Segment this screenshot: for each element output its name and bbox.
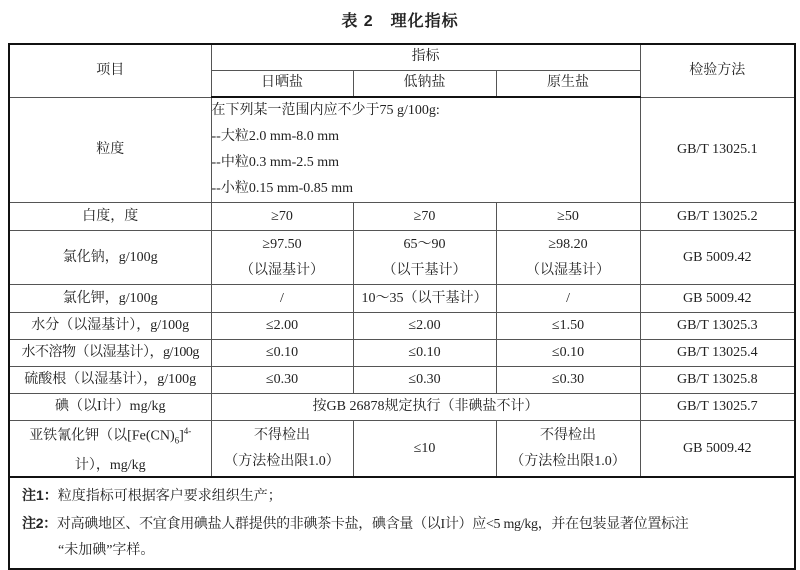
item-name	[9, 421, 211, 478]
header-type: 低钠盐	[353, 70, 496, 97]
value-cell: ≤2.00	[353, 313, 496, 340]
method: GB 5009.42	[640, 231, 795, 285]
value: 65～90	[403, 236, 446, 252]
name-part: 亚铁氰化钾（以[Fe(CN)	[29, 428, 175, 444]
table-row	[9, 313, 795, 340]
value-cell	[211, 421, 353, 478]
value-cell: 按GB 26878规定执行（非碘盐不计）	[211, 394, 640, 421]
value-cell	[211, 231, 353, 285]
header-indicator: 指标	[211, 44, 640, 70]
value-cell: ≤1.50	[496, 313, 640, 340]
value-cell: ≥70	[211, 203, 353, 231]
note-2	[22, 510, 794, 538]
name-part: ]	[179, 428, 184, 444]
table-title: 表 2 理化指标	[341, 13, 459, 30]
table-row	[9, 340, 795, 367]
notes	[9, 477, 795, 569]
note-text-continued: “未加碘”字样。	[58, 543, 155, 559]
item-name: 碘（以I计）mg/kg	[9, 394, 211, 421]
value-cell: ≤0.30	[353, 367, 496, 394]
note-label: 注2：	[22, 515, 57, 532]
value-basis: （以干基计）	[382, 262, 467, 278]
item-name: 氯化钠，g/100g	[9, 231, 211, 285]
item-name: 水分（以湿基计），g/100g	[9, 313, 211, 340]
spec-line: 在下列某一范围内应不少于75 g/100g:	[211, 103, 440, 118]
subscript: 6	[174, 435, 180, 446]
spec-line: --小粒0.15 mm-0.85 mm	[211, 181, 354, 196]
value: ≥98.20	[548, 236, 588, 252]
header-type: 原生盐	[496, 70, 640, 97]
method: GB/T 13025.3	[640, 313, 795, 340]
item-name: 水不溶物（以湿基计），g/100g	[9, 340, 211, 367]
value-cell: ≥70	[353, 203, 496, 231]
item-name: 氯化钾，g/100g	[9, 285, 211, 313]
granularity-spec	[211, 97, 640, 203]
item-name: 硫酸根（以湿基计），g/100g	[9, 367, 211, 394]
value-cell: ≤0.30	[496, 367, 640, 394]
value-cell: ≤2.00	[211, 313, 353, 340]
spec-line: --中粒0.3 mm-2.5 mm	[211, 155, 340, 170]
value-cell: /	[211, 285, 353, 313]
physicochemical-table	[8, 43, 796, 570]
value-cell	[496, 421, 640, 478]
value-cell: /	[496, 285, 640, 313]
table-row	[9, 394, 795, 421]
note-text: 粒度指标可根据客户要求组织生产；	[57, 489, 282, 505]
table-row	[9, 367, 795, 394]
value-cell: ≤0.10	[353, 340, 496, 367]
value-note: （方法检出限1.0）	[510, 453, 626, 469]
value-basis: （以湿基计）	[240, 262, 324, 278]
header-type: 日晒盐	[211, 70, 353, 97]
method: GB/T 13025.4	[640, 340, 795, 367]
method: GB 5009.42	[640, 421, 795, 478]
method: GB/T 13025.7	[640, 394, 795, 421]
method: GB 5009.42	[640, 285, 795, 313]
value-cell: 10～35（以干基计）	[353, 285, 496, 313]
table-row	[9, 285, 795, 313]
value-cell	[496, 231, 640, 285]
value-cell: ≤0.10	[496, 340, 640, 367]
value-note: （方法检出限1.0）	[224, 453, 340, 469]
superscript: 4-	[183, 426, 192, 436]
method: GB/T 13025.8	[640, 367, 795, 394]
value-basis: （以湿基计）	[526, 262, 611, 278]
table-row	[9, 421, 795, 478]
table-row	[9, 231, 795, 285]
header-method: 检验方法	[640, 44, 795, 97]
name-part: 计），mg/kg	[74, 458, 146, 474]
value: ≥97.50	[262, 236, 302, 252]
item-name: 粒度	[9, 97, 211, 203]
method: GB/T 13025.2	[640, 203, 795, 231]
spec-line: --大粒2.0 mm-8.0 mm	[211, 129, 340, 144]
table-row	[9, 203, 795, 231]
value-cell: ≤0.30	[211, 367, 353, 394]
value-cell	[353, 231, 496, 285]
table-row	[9, 97, 795, 203]
method: GB/T 13025.1	[640, 97, 795, 203]
value: 不得检出	[540, 427, 597, 443]
note-text: 对高碘地区、不宜食用碘盐人群提供的非碘茶卡盐，碘含量（以I计）应<5 mg/kg，并在包装显著位置标注	[56, 517, 689, 533]
value: 不得检出	[254, 427, 310, 443]
header-item: 项目	[9, 44, 211, 97]
note-1	[22, 482, 794, 510]
item-name: 白度，度	[9, 203, 211, 231]
value-cell: ≥50	[496, 203, 640, 231]
value-cell: ≤10	[353, 421, 496, 478]
note-label: 注1：	[22, 487, 58, 504]
value-cell: ≤0.10	[211, 340, 353, 367]
